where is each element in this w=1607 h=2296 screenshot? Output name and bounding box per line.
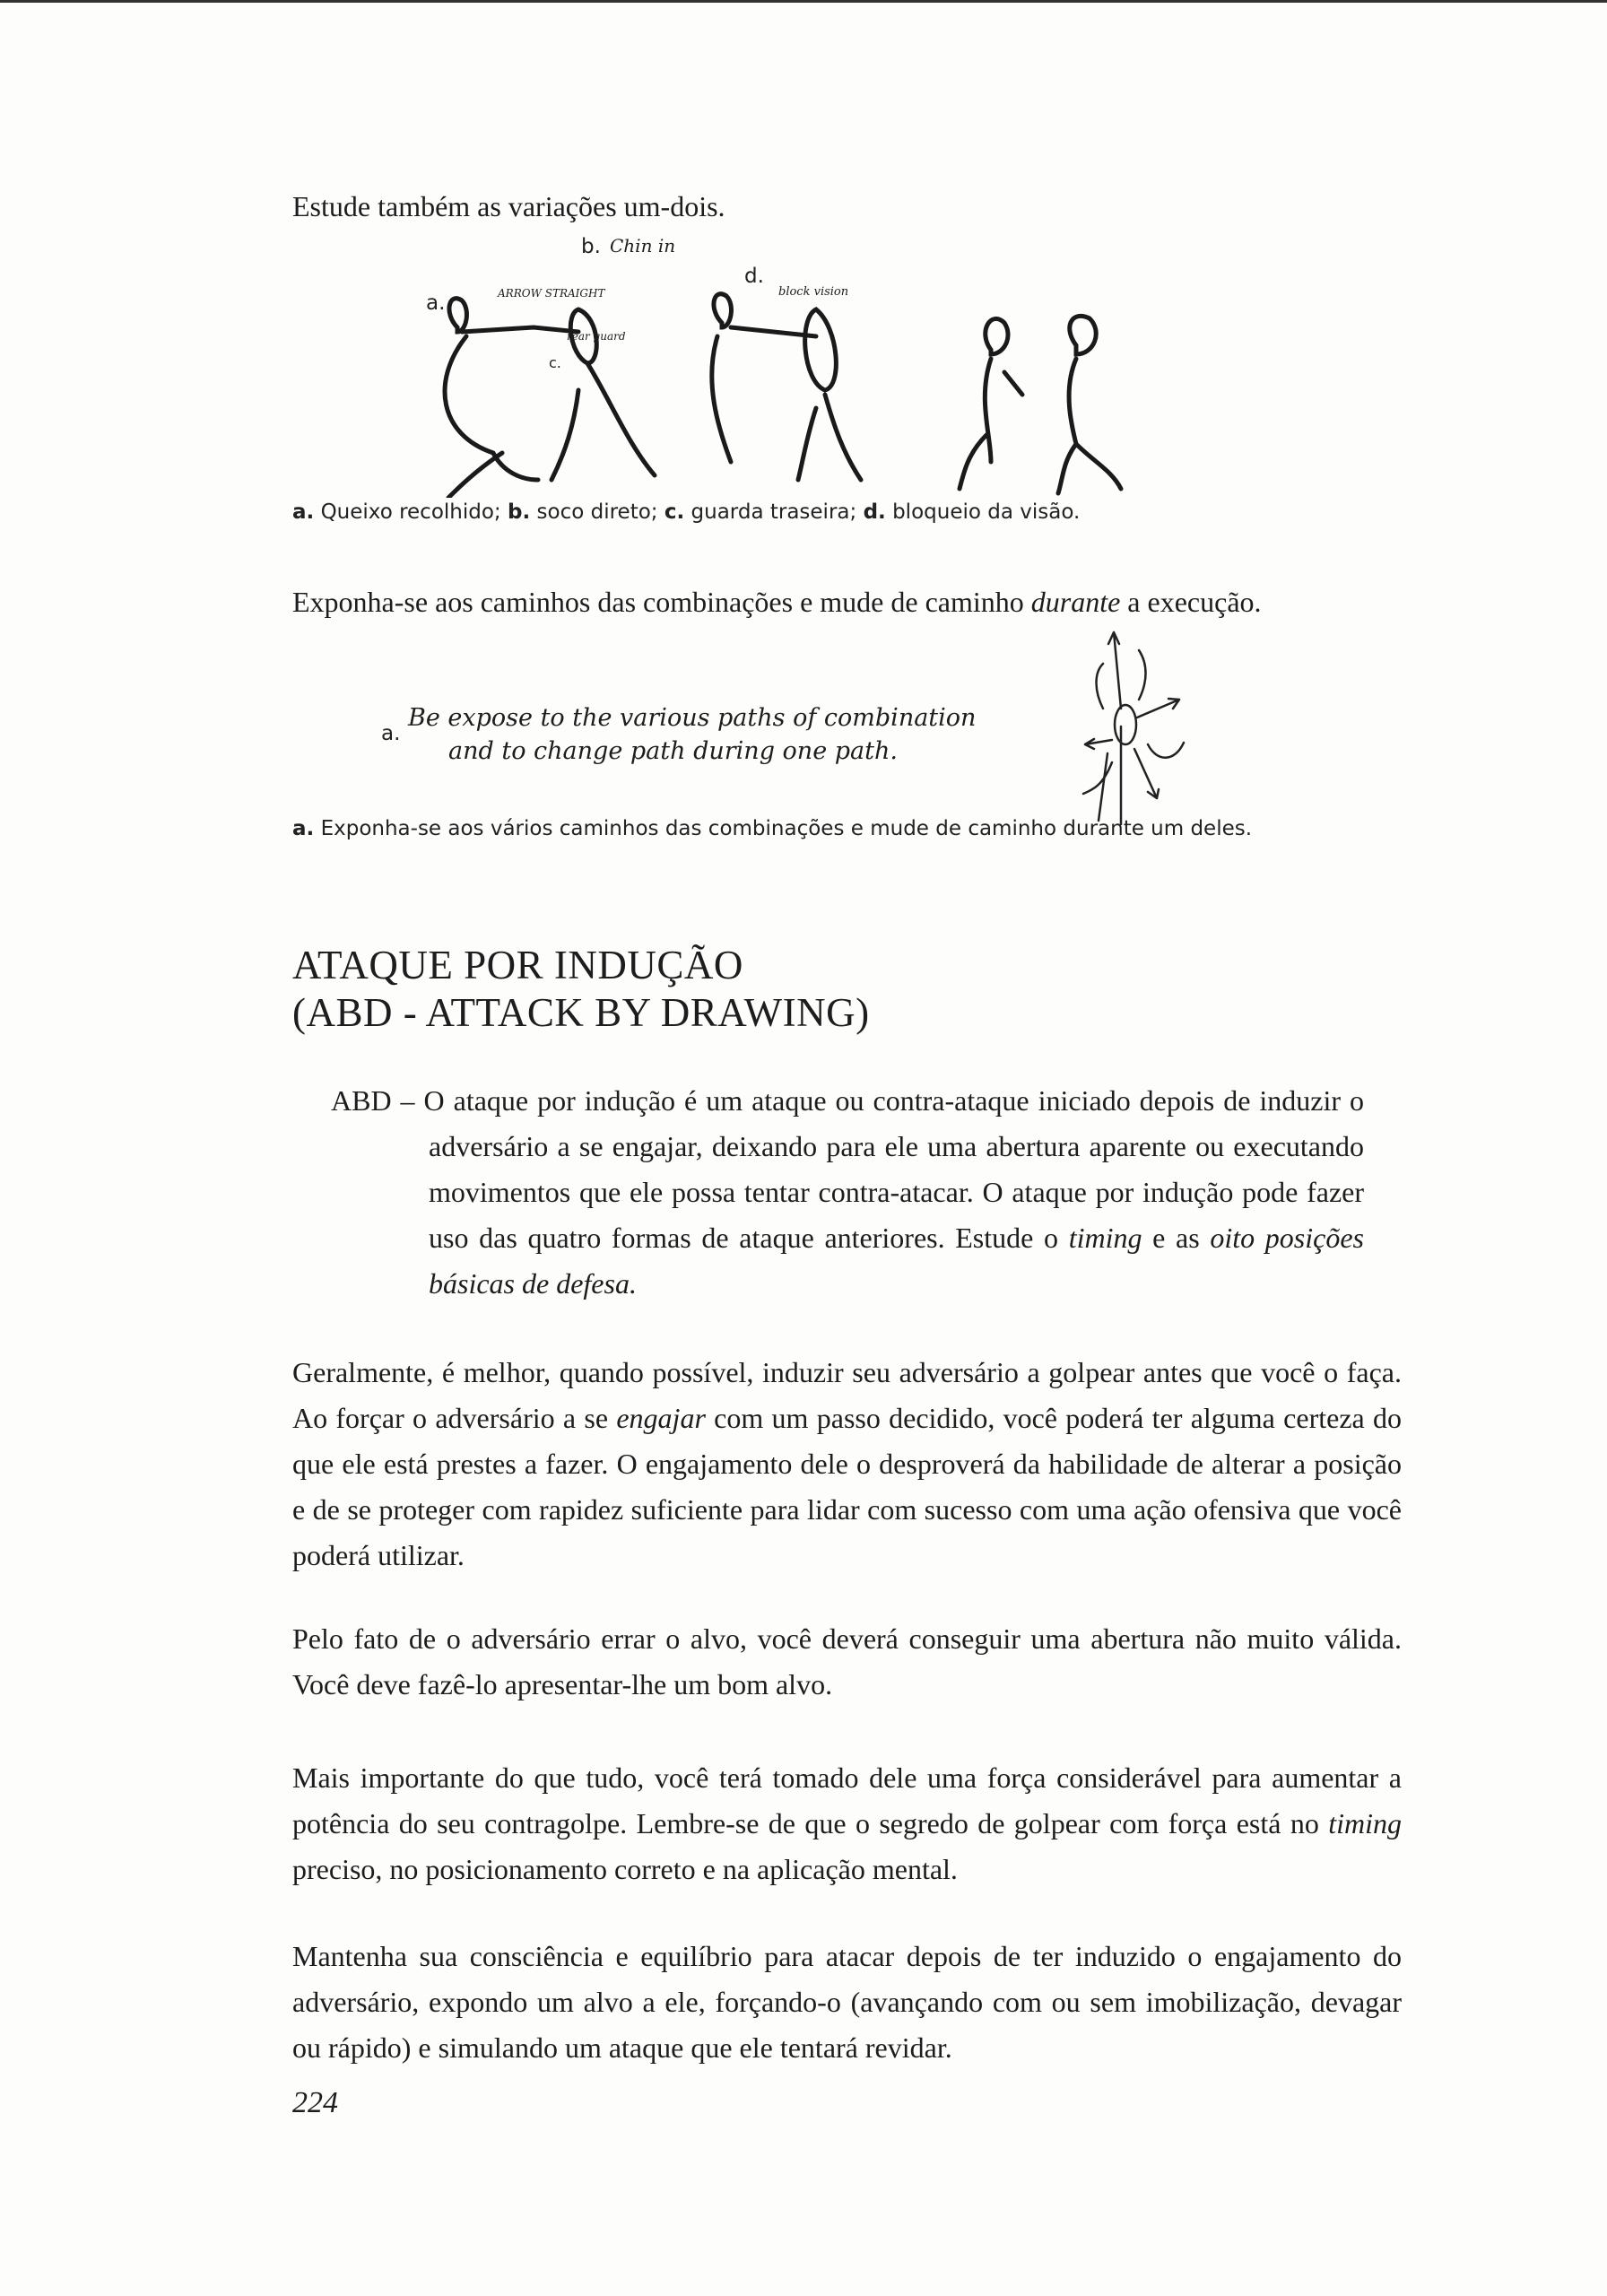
heading-line-2: (ABD - ATTACK BY DRAWING) (292, 990, 870, 1035)
abd-lead: ABD – (331, 1084, 424, 1117)
label-d: d. (744, 265, 764, 288)
heading-line-1: ATAQUE POR INDUÇÃO (292, 943, 743, 987)
handwritten-line-1: Be expose to the various paths of combination (408, 704, 977, 732)
caption-text: Exponha-se aos vários caminhos das combinações e mude de caminho durante um deles. (314, 817, 1253, 840)
text: com um passo decidido, você poderá ter alguma certeza do que ele está prestes a fazer. O engajamento dele o desproverá da habilidade de alterar a posição e de se proteger com rapidez suficiente para lidar com sucesso com uma ação ofensiva que você poderá utilizar. (292, 1402, 1403, 1571)
abd-definition (331, 1078, 1364, 1307)
paragraph-3 (292, 1755, 1402, 1892)
figure2-label: a. (381, 722, 401, 745)
paragraph-2: Pelo fato de o adversário errar o alvo, você deverá conseguir uma abertura não muito válida. Você deve fazê-lo apresentar-lhe um bom alvo. (292, 1622, 1402, 1700)
handwritten-rear-guard: rear guard (567, 330, 626, 343)
emphasis: durante (1030, 586, 1121, 618)
handwritten-block-vision: block vision (778, 285, 849, 299)
paragraph-1 (292, 1350, 1402, 1578)
fighter-figure-1 (445, 299, 655, 498)
text: Exponha-se aos caminhos das combinações e mude de caminho (292, 586, 1031, 618)
combination-paths-diagram (1031, 628, 1238, 825)
caption-key: a. (292, 500, 315, 524)
caption-key: a. (292, 817, 315, 840)
label-b: b. (581, 235, 601, 258)
caption-text: soco direto; (530, 500, 665, 524)
fighter-figure-2 (712, 294, 861, 480)
emphasis: timing (1328, 1807, 1402, 1839)
text: Geralmente, é melhor, quando possível, induzir seu adversário a golpear antes que você o faça. Ao forçar o adversário a se (292, 1356, 1402, 1434)
handwritten-line-2: and to change path during one path. (448, 737, 898, 765)
text: O ataque por indução é um ataque ou contra-ataque iniciado depois de induzir o adversário a se engajar, deixando para ele uma abertura aparente ou executando movimentos que ele possa tentar contra-atacar. O ataque por indução pode fazer uso das quatro formas de ataque anteriores. Estude o (423, 1084, 1365, 1254)
paragraph-expose (292, 579, 1402, 625)
label-a: a. (426, 291, 446, 315)
figure2-caption (292, 817, 1252, 840)
section-heading (292, 942, 870, 1037)
figure1-caption (292, 500, 1080, 524)
scan-edge-line (0, 0, 1607, 3)
handwritten-arrow-straight: ARROW STRAIGHT (498, 287, 605, 300)
text: preciso, no posicionamento correto e na aplicação mental. (292, 1853, 958, 1885)
text: a execução. (1120, 586, 1262, 618)
paragraph-4: Mantenha sua consciência e equilíbrio para atacar depois de ter induzido o engajamento do adversário, expondo um alvo a ele, forçando-o (avançando com ou sem imobilização, devagar ou rápido) e simulando um ataque que ele tentará revidar. (292, 1940, 1402, 2064)
figure-sequence-sketch (395, 229, 1291, 498)
caption-key: b. (508, 500, 531, 524)
caption-text: Queixo recolhido; (314, 500, 508, 524)
emphasis: engajar (616, 1402, 706, 1434)
emphasis: oito posições básicas de defesa. (429, 1222, 1365, 1300)
caption-text: guarda traseira; (684, 500, 864, 524)
caption-text: bloqueio da visão. (885, 500, 1081, 524)
intro-text: Estude também as variações um-dois. (292, 190, 725, 222)
text: e as (1142, 1222, 1211, 1254)
emphasis: timing (1068, 1222, 1142, 1254)
page-number: 224 (292, 2086, 338, 2119)
fighter-figure-3 (960, 318, 1022, 489)
caption-key: c. (664, 500, 685, 524)
caption-key: d. (863, 500, 886, 524)
label-c: c. (549, 354, 561, 371)
fighter-figure-4 (1058, 316, 1121, 493)
text: Mais importante do que tudo, você terá tomado dele uma força considerável para aumentar a potência do seu contragolpe. Lembre-se de que o segredo de golpear com força está no (292, 1761, 1402, 1839)
handwritten-chin-in: Chin in (610, 235, 676, 257)
